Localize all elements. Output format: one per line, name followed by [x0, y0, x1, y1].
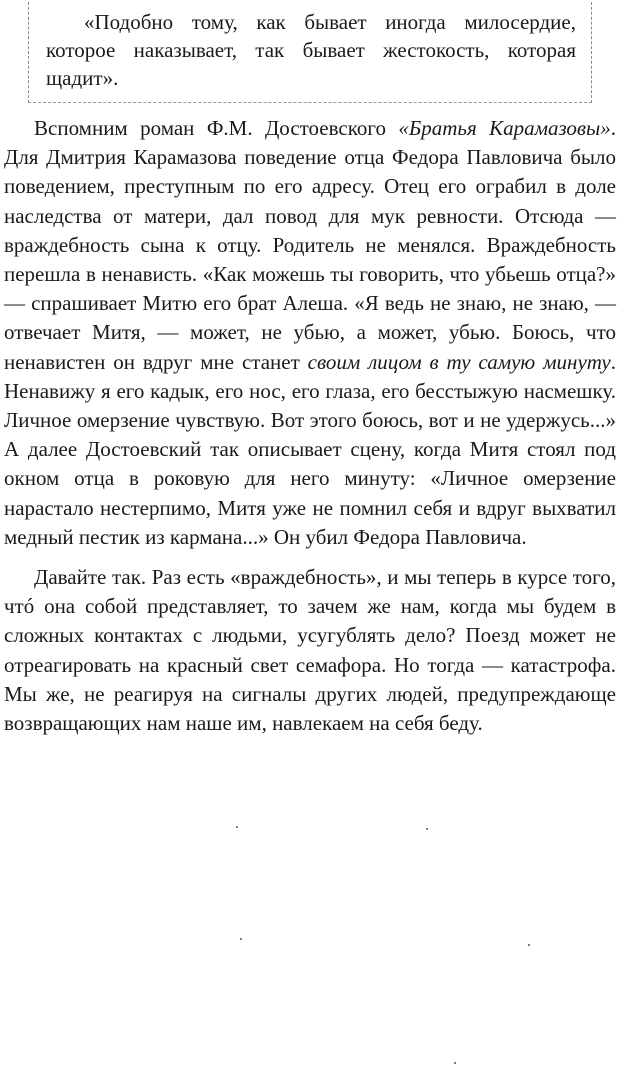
- paragraph-part-a: . Для Дмитрия Карамазова поведение отца Федора Павловича было поведением, преступным по его адресу. Отец его ограбил в доле наследства от матери, дал повод для мук ревности. Отсюда — враждебность сына к отцу. Родитель не менялся. Враждебность перешла в ненависть. «Как можешь ты говорить, что убьешь отца?» — спрашивает Митю его брат Алеша. «Я ведь не знаю, не знаю, — отвечает Митя, — может, не убью, а может, убью. Боюсь, что ненавистен он вдруг мне станет: [4, 116, 616, 374]
- book-title: «Братья Карамазовы»: [398, 116, 611, 140]
- scan-speck: [426, 828, 428, 830]
- paragraph-part-b: . Ненавижу я его кадык, его нос, его глаза, его бесстыжую насмешку. Личное омерзение чувствую. Вот этого боюсь, вот и не удержусь...» А далее Достоевский так описывает сцену, когда Митя стоял под окном отца в роковую для него минуту: «Личное омерзение нарастало нестерпимо, Митя уже не помнил себя и вдруг выхватил медный пестик из кармана...» Он убил Федора Павловича.: [4, 349, 616, 549]
- paragraph-conclusion: Давайте так. Раз есть «враждебность», и мы теперь в курсе того, чтó она собой представляет, то зачем же нам, когда мы будем в сложных контактах с людьми, усугублять дело? Поезд может не отреагировать на красный свет семафора. Но тогда — катастрофа. Мы же, не реагируя на сигналы других людей, предупреждающе возвращающих нам наше им, навлекаем на себя беду.: [4, 565, 616, 736]
- scan-speck: [454, 1062, 456, 1064]
- epigraph-quote: «Подобно тому, как бывает иногда милосердие, которое наказывает, так бывает жестокость, которая щадит».: [46, 10, 576, 90]
- emphasis-phrase: своим лицом в ту самую минуту: [307, 349, 611, 374]
- paragraph-intro: Вспомним роман Ф.М. Достоевского: [34, 116, 399, 140]
- scan-speck: [240, 938, 242, 940]
- paragraph-dostoevsky: [4, 114, 616, 552]
- scan-speck: [528, 944, 530, 946]
- scan-speck: [236, 826, 238, 828]
